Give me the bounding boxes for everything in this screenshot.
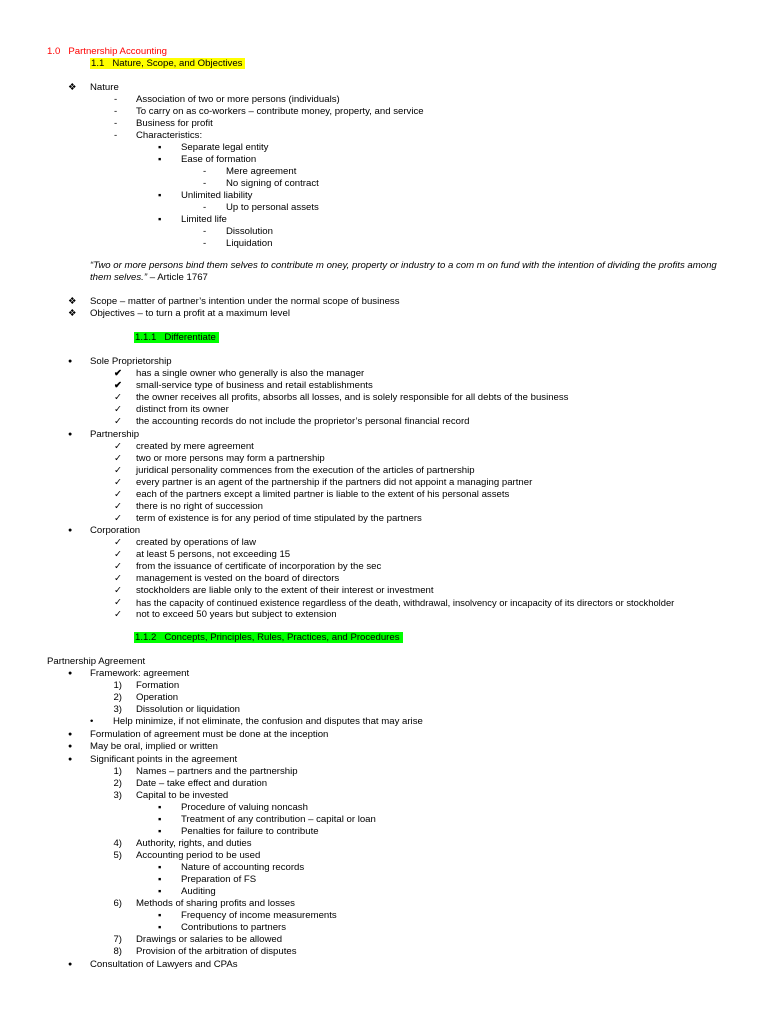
list-item: Separate legal entity <box>181 142 269 153</box>
check-icon: ✓ <box>114 609 123 620</box>
list-item: two or more persons may form a partnership <box>136 453 325 464</box>
check-icon: ✓ <box>114 573 123 584</box>
square-bullet-icon: ▪ <box>158 886 162 897</box>
list-number: 8) <box>113 946 122 957</box>
list-item: Drawings or salaries to be allowed <box>136 934 283 945</box>
list-item: Liquidation <box>226 238 273 249</box>
check-icon: ✓ <box>114 465 123 476</box>
quote-citation: – Article 1767 <box>147 272 208 283</box>
check-icon: ✓ <box>114 585 123 596</box>
list-item: No signing of contract <box>226 178 319 189</box>
list-item: Association of two or more persons (individuals) <box>136 94 340 105</box>
objectives-line: Objectives – to turn a profit at a maximum level <box>90 308 290 319</box>
title-text: Partnership Accounting <box>68 46 168 57</box>
list-item: Preparation of FS <box>181 874 257 885</box>
list-item: Accounting period to be used <box>136 850 261 861</box>
list-item: small-service type of business and retail establishments <box>136 380 373 391</box>
list-item: Penalties for failure to contribute <box>181 826 319 837</box>
square-bullet-icon: ▪ <box>158 190 162 201</box>
list-item: has the capacity of continued existence regardless of the death, withdrawal, insolvency or incapacity of its directors or stockholder <box>136 597 675 608</box>
list-item: Capital to be invested <box>136 790 229 801</box>
bullet-icon: • <box>90 716 94 727</box>
check-icon: ✓ <box>114 477 123 488</box>
check-icon: ✓ <box>114 489 123 500</box>
square-bullet-icon: ▪ <box>158 214 162 225</box>
list-number: 7) <box>113 934 122 945</box>
list-item: every partner is an agent of the partnership if the partners did not appoint a managing partner <box>136 477 533 488</box>
partnership-label: Partnership <box>90 429 140 440</box>
check-icon: ✓ <box>114 597 123 608</box>
list-item: Mere agreement <box>226 166 297 177</box>
list-item: Authority, rights, and duties <box>136 838 252 849</box>
list-number: 1) <box>113 766 122 777</box>
list-number: 4) <box>113 838 122 849</box>
list-item: created by mere agreement <box>136 441 254 452</box>
bullet-icon: ● <box>68 961 73 968</box>
list-item: created by operations of law <box>136 537 256 548</box>
square-bullet-icon: ▪ <box>158 814 162 825</box>
check-icon: ✓ <box>114 441 123 452</box>
dash-icon: - <box>114 118 118 129</box>
list-number: 3) <box>113 790 122 801</box>
list-item: Ease of formation <box>181 154 257 165</box>
list-item: Treatment of any contribution – capital or loan <box>181 814 376 825</box>
square-bullet-icon: ▪ <box>158 862 162 873</box>
list-number: 2) <box>113 692 122 703</box>
section-heading-1-1-1: 1.1.1 Differentiate <box>134 332 219 344</box>
check-icon: ✓ <box>114 537 123 548</box>
sole-label: Sole Proprietorship <box>90 356 172 367</box>
list-item: not to exceed 50 years but subject to extension <box>136 609 337 620</box>
list-number: 1) <box>113 680 122 691</box>
check-icon: ✓ <box>114 513 123 524</box>
list-item: Procedure of valuing noncash <box>181 802 308 813</box>
list-number: 2) <box>113 778 122 789</box>
dash-icon: - <box>114 130 118 141</box>
dash-icon: - <box>203 238 207 249</box>
check-icon: ✓ <box>114 501 123 512</box>
list-item: at least 5 persons, not exceeding 15 <box>136 549 291 560</box>
bullet-icon: ● <box>68 756 73 763</box>
list-item: the owner receives all profits, absorbs all losses, and is solely responsible for all debts of the business <box>136 392 569 403</box>
list-number: 6) <box>113 898 122 909</box>
bullet-icon: ● <box>68 670 73 677</box>
list-item: Characteristics: <box>136 130 203 141</box>
list-item: Date – take effect and duration <box>136 778 268 789</box>
list-item: Auditing <box>181 886 216 897</box>
list-item: Provision of the arbitration of disputes <box>136 946 297 957</box>
diamond-bullet-icon: ❖ <box>68 296 77 307</box>
list-item: term of existence is for any period of time stipulated by the partners <box>136 513 422 524</box>
check-icon: ✓ <box>114 404 123 415</box>
list-item: Contributions to partners <box>181 922 287 933</box>
check-icon: ✔ <box>114 368 123 379</box>
square-bullet-icon: ▪ <box>158 910 162 921</box>
square-bullet-icon: ▪ <box>158 802 162 813</box>
list-item: from the issuance of certificate of incorporation by the sec <box>136 561 382 572</box>
list-item: management is vested on the board of directors <box>136 573 340 584</box>
check-icon: ✓ <box>114 392 123 403</box>
diamond-bullet-icon: ❖ <box>68 308 77 319</box>
article-quote <box>90 260 730 284</box>
list-item: Nature of accounting records <box>181 862 305 873</box>
list-item: there is no right of succession <box>136 501 263 512</box>
bullet-icon: ● <box>68 431 73 438</box>
bullet-icon: ● <box>68 527 73 534</box>
section-heading-1-1: 1.1 Nature, Scope, and Objectives <box>90 58 245 70</box>
list-item: each of the partners except a limited partner is liable to the extent of his personal assets <box>136 489 510 500</box>
list-item: Consultation of Lawyers and CPAs <box>90 959 238 970</box>
corporation-label: Corporation <box>90 525 141 536</box>
section-heading-1-1-2: 1.1.2 Concepts, Principles, Rules, Practices, and Procedures <box>134 632 403 644</box>
title-number: 1.0 <box>47 46 61 57</box>
list-item: Formation <box>136 680 180 691</box>
list-item: Significant points in the agreement <box>90 754 238 765</box>
check-icon: ✔ <box>114 380 123 391</box>
square-bullet-icon: ▪ <box>158 874 162 885</box>
list-number: 5) <box>113 850 122 861</box>
list-item: Names – partners and the partnership <box>136 766 298 777</box>
dash-icon: - <box>203 178 207 189</box>
quote-text: “Two or more persons bind them selves to contribute m oney, property or industry to a com m on fund with the intention of dividing the profits among them selves.” <box>90 260 717 283</box>
list-number: 3) <box>113 704 122 715</box>
check-icon: ✓ <box>114 453 123 464</box>
check-icon: ✓ <box>114 561 123 572</box>
list-item: Formulation of agreement must be done at the inception <box>90 729 329 740</box>
list-item: Frequency of income measurements <box>181 910 337 921</box>
bullet-icon: ● <box>68 743 73 750</box>
list-item: Unlimited liability <box>181 190 253 201</box>
list-item: stockholders are liable only to the extent of their interest or investment <box>136 585 434 596</box>
list-item: To carry on as co-workers – contribute money, property, and service <box>136 106 424 117</box>
list-item: Dissolution or liquidation <box>136 704 240 715</box>
list-item: Methods of sharing profits and losses <box>136 898 295 909</box>
list-item: the accounting records do not include the proprietor’s personal financial record <box>136 416 470 427</box>
doc-title <box>47 46 167 58</box>
square-bullet-icon: ▪ <box>158 142 162 153</box>
agreement-heading: Partnership Agreement <box>47 656 146 667</box>
list-item: juridical personality commences from the execution of the articles of partnership <box>136 465 475 476</box>
bullet-icon: ● <box>68 731 73 738</box>
dash-icon: - <box>114 94 118 105</box>
bullet-icon: ● <box>68 358 73 365</box>
square-bullet-icon: ▪ <box>158 154 162 165</box>
dash-icon: - <box>203 166 207 177</box>
dash-icon: - <box>203 226 207 237</box>
check-icon: ✓ <box>114 416 123 427</box>
square-bullet-icon: ▪ <box>158 922 162 933</box>
list-item: Business for profit <box>136 118 213 129</box>
list-item: Framework: agreement <box>90 668 190 679</box>
dash-icon: - <box>114 106 118 117</box>
list-item: Limited life <box>181 214 227 225</box>
list-item: Help minimize, if not eliminate, the confusion and disputes that may arise <box>113 716 423 727</box>
square-bullet-icon: ▪ <box>158 826 162 837</box>
list-item: Up to personal assets <box>226 202 319 213</box>
dash-icon: - <box>203 202 207 213</box>
scope-line: Scope – matter of partner’s intention under the normal scope of business <box>90 296 400 307</box>
diamond-bullet-icon: ❖ <box>68 82 77 93</box>
list-item: May be oral, implied or written <box>90 741 218 752</box>
list-item: has a single owner who generally is also the manager <box>136 368 365 379</box>
list-item: Operation <box>136 692 179 703</box>
list-item: distinct from its owner <box>136 404 229 415</box>
nature-label: Nature <box>90 82 119 93</box>
list-item: Dissolution <box>226 226 273 237</box>
check-icon: ✓ <box>114 549 123 560</box>
